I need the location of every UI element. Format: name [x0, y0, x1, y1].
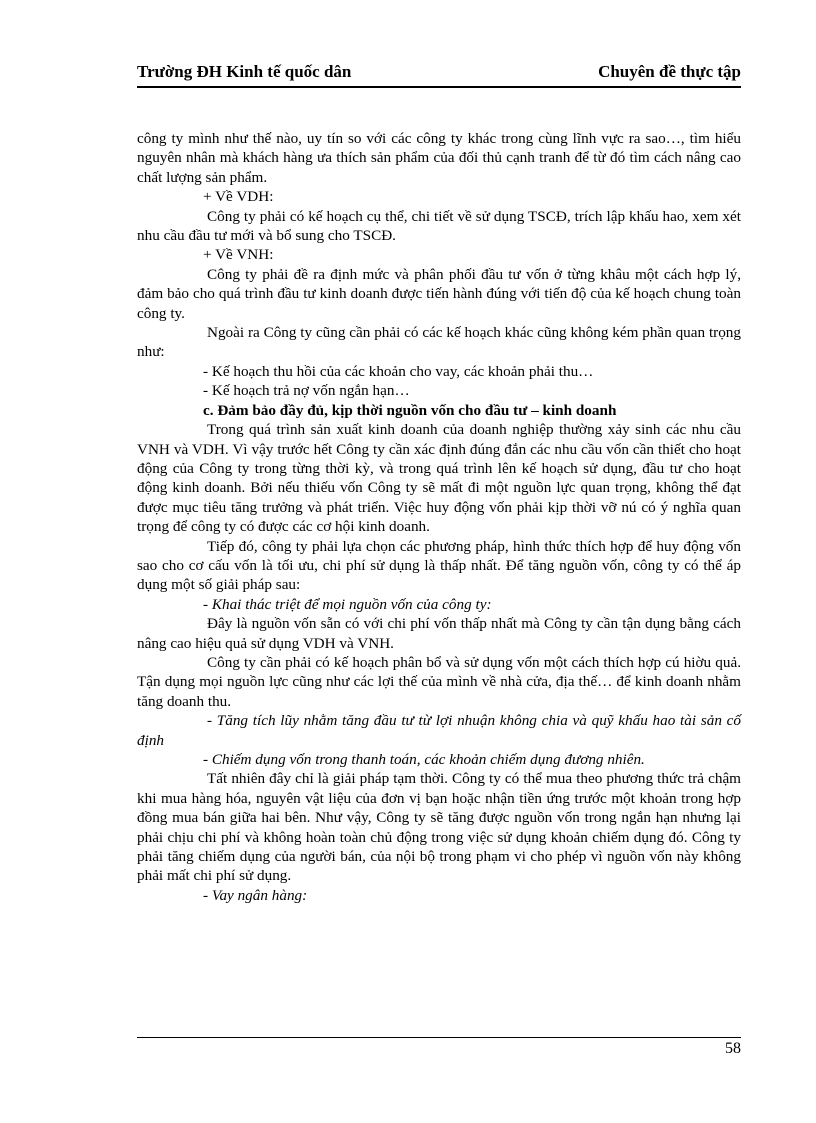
subheading-vnh: + Về VNH: [203, 246, 274, 264]
subheading-vdh: + Về VDH: [203, 188, 274, 206]
section-heading: c. Đảm bảo đầy đủ, kịp thời nguồn vốn cho đầu tư – kinh doanh [203, 401, 617, 419]
university-name: Trường ĐH Kinh tế quốc dân [137, 62, 352, 81]
paragraph: Ngoài ra Công ty cũng cần phải có các kế hoạch khác cũng không kém phần quan trọng như: [137, 324, 741, 361]
paragraph: Tiếp đó, công ty phải lựa chọn các phương pháp, hình thức thích hợp để huy động vốn sao cho cơ cấu vốn là tối ưu, chi phí sử dụng là thấp nhất. Để tăng nguồn vốn, công ty có thể áp dụng một số giải pháp sau: [137, 537, 741, 594]
italic-subheading: - Vay ngân hàng: [203, 886, 308, 904]
paragraph: Công ty cần phải có kế hoạch phân bổ và sử dụng vốn một cách thích hợp cú hiờu quả. Tận dụng mọi nguồn lực cũng như các lợi thế của mình về nhà cửa, địa thế… để kinh doanh nhằm tăng doanh thu. [137, 653, 741, 710]
page-number: 58 [725, 1040, 741, 1057]
page-header [137, 60, 741, 88]
italic-subheading: - Tăng tích lũy nhằm tăng đầu tư từ lợi nhuận không chia và quỹ khấu hao tài sản cố định [137, 712, 741, 749]
paragraph: Trong quá trình sản xuất kinh doanh của doanh nghiệp thường xảy sinh các nhu cầu VNH và VDH. Vì vậy trước hết Công ty cần xác định đúng đắn các nhu cầu vốn cần thiết cho hoạt động của Công ty trong từng thời kỳ, và trong quá trình lên kế hoạch sử dụng, đầu tư cho hoạt động kinh doanh. Bởi nếu thiếu vốn Công ty sẽ mất đi một nguồn lực quan trọng, không thể đạt được mục tiêu tăng trưởng và phát triển. Việc huy động vốn phải kịp thời vỡ nú có ý nghĩa quan trọng để công ty có được các cơ hội kinh doanh. [137, 421, 741, 536]
paragraph: công ty mình như thế nào, uy tín so với các công ty khác trong cùng lĩnh vực ra sao…, tìm hiểu nguyên nhân mà khách hàng ưa thích sản phẩm của đối thủ cạnh tranh để từ đó tìm cách nâng cao chất lượng sản phẩm. [137, 130, 741, 186]
italic-subheading: - Chiếm dụng vốn trong thanh toán, các khoản chiếm dụng đương nhiên. [203, 751, 645, 768]
paragraph: Công ty phải đề ra định mức và phân phối đầu tư vốn ở từng khâu một cách hợp lý, đảm bảo cho quá trình đầu tư kinh doanh được tiến hành đúng với tiến độ của kế hoạch chung toàn công ty. [137, 265, 741, 322]
paragraph: Đây là nguồn vốn sẵn có với chi phí vốn thấp nhất mà Công ty cần tận dụng bằng cách nâng cao hiệu quả sử dụng VDH và VNH. [137, 615, 741, 652]
italic-subheading: - Khai thác triệt để mọi nguồn vốn của công ty: [203, 595, 492, 613]
page-body [137, 129, 741, 905]
list-item: - Kế hoạch trả nợ vốn ngắn hạn… [203, 382, 410, 400]
document-type: Chuyên đề thực tập [598, 62, 741, 81]
footer-divider [137, 1037, 741, 1038]
paragraph: Tất nhiên đây chỉ là giải pháp tạm thời. Công ty có thể mua theo phương thức trả chậm khi mua hàng hóa, nguyên vật liệu của đơn vị bạn hoặc nhận tiền ứng trước một khoản trong hợp đồng mua bán giữa hai bên. Như vậy, Công ty sẽ tăng được nguồn vốn trong ngắn hạn nhưng lại phải chịu chi phí và không hoàn toàn chủ động trong việc sử dụng khoản chiếm dụng đó. Công ty phải tăng chiếm dụng của người bán, của nội bộ trong phạm vi cho phép vì nguồn vốn này không phải mất chi phí sử dụng. [137, 770, 741, 885]
list-item: - Kế hoạch thu hồi của các khoản cho vay, các khoản phải thu… [203, 362, 594, 380]
paragraph: Công ty phải có kế hoạch cụ thể, chi tiết về sử dụng TSCĐ, trích lập khấu hao, xem xét nhu cầu đầu tư mới và bổ sung cho TSCĐ. [137, 207, 741, 245]
